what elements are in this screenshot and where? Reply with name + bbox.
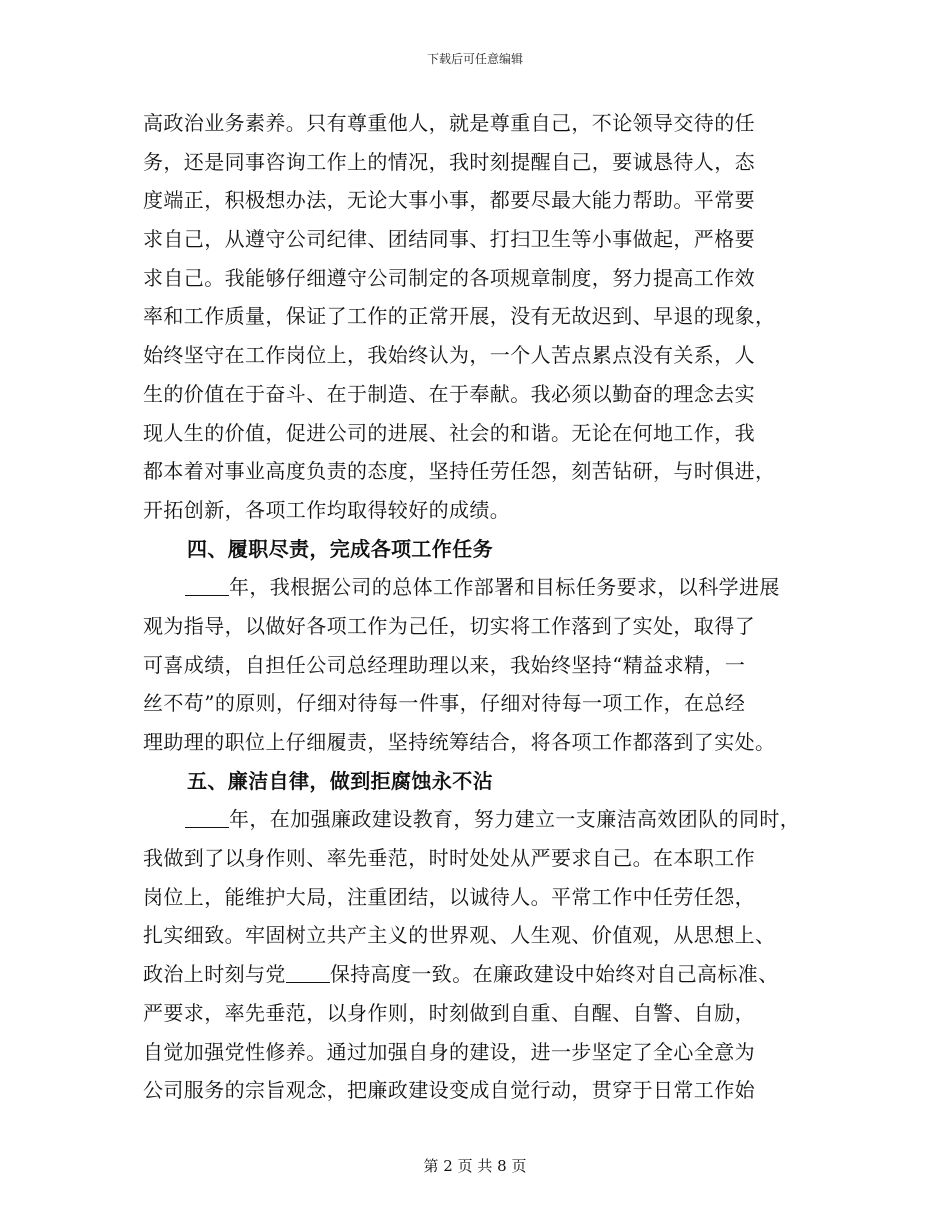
paragraph-line-text: 年，在加强廉政建设教育，努力建立一支廉洁高效团队的同时，: [229, 807, 801, 832]
paragraph-line: 自觉加强党性修养。通过加强自身的建设，进一步坚定了全心全意为: [143, 1039, 755, 1064]
paragraph-line: 公司服务的宗旨观念，把廉政建设变成自觉行动，贯穿于日常工作始: [143, 1078, 755, 1103]
paragraph-line: 现人生的价值，促进公司的进展、社会的和谐。无论在何地工作，我: [143, 420, 755, 445]
paragraph-first-line: [143, 568, 823, 607]
paragraph-line: 始终坚守在工作岗位上，我始终认为，一个人苦点累点没有关系，人: [143, 343, 755, 368]
paragraph-line: 率和工作质量，保证了工作的正常开展，没有无故迟到、早退的现象，: [143, 304, 776, 329]
year-blank: [185, 575, 229, 596]
paragraph-line: 求自己，从遵守公司纪律、团结同事、打扫卫生等小事做起，严格要: [143, 227, 755, 252]
paragraph-line: 我做到了以身作则、率先垂范，时时处处从严要求自己。在本职工作: [143, 846, 755, 871]
paragraph-line: 丝不苟”的原则，仔细对待每一件事，仔细对待每一项工作，在总经: [143, 691, 746, 716]
paragraph-line: 扎实细致。牢固树立共产主义的世界观、人生观、价值观，从思想上、: [143, 923, 776, 948]
paragraph-line: [143, 955, 823, 994]
paragraph-first-line: [143, 800, 823, 839]
party-blank: [286, 962, 330, 983]
paragraph-line-text: 政治上时刻与党: [143, 962, 286, 987]
paragraph-line: 可喜成绩，自担任公司总经理助理以来，我始终坚持“精益求精，一: [143, 652, 746, 677]
paragraph-line: 都本着对事业高度负责的态度，坚持任劳任怨，刻苦钻研，与时俱进，: [143, 459, 776, 484]
page-number: 第 2 页 共 8 页: [423, 1157, 527, 1175]
paragraph-line-text: 年，我根据公司的总体工作部署和目标任务要求，以科学进展: [229, 575, 780, 600]
paragraph-line: 开拓创新，各项工作均取得较好的成绩。: [143, 497, 511, 522]
paragraph-line: 观为指导，以做好各项工作为己任，切实将工作落到了实处，取得了: [143, 613, 755, 638]
paragraph-line: 岗位上，能维护大局，注重团结，以诚待人。平常工作中任劳任怨，: [143, 884, 755, 909]
paragraph-line: 生的价值在于奋斗、在于制造、在于奉献。我必须以勤奋的理念去实: [143, 381, 755, 406]
section-heading-5: 五、廉洁自律，做到拒腐蚀永不沾: [187, 768, 493, 793]
year-blank: [185, 807, 229, 828]
document-body: [143, 104, 823, 1110]
paragraph-line: 理助理的职位上仔细履责，坚持统筹结合，将各项工作都落到了实处。: [143, 730, 776, 754]
page-header: 下载后可任意编辑: [426, 52, 523, 66]
paragraph-line: 求自己。我能够仔细遵守公司制定的各项规章制度，努力提高工作效: [143, 265, 755, 290]
paragraph-line-text: 保持高度一致。在廉政建设中始终对自己高标准、: [329, 962, 779, 987]
section-heading-4: 四、履职尽责，完成各项工作任务: [187, 536, 493, 561]
paragraph-line: 高政治业务素养。只有尊重他人，就是尊重自己，不论领导交待的任: [143, 111, 755, 135]
paragraph-line: 严要求，率先垂范，以身作则，时刻做到自重、自醒、自警、自励，: [143, 1000, 755, 1025]
paragraph-line: 务，还是同事咨询工作上的情况，我时刻提醒自己，要诚恳待人，态: [143, 149, 755, 174]
paragraph-line: 度端正，积极想办法，无论大事小事，都要尽最大能力帮助。平常要: [143, 188, 755, 213]
